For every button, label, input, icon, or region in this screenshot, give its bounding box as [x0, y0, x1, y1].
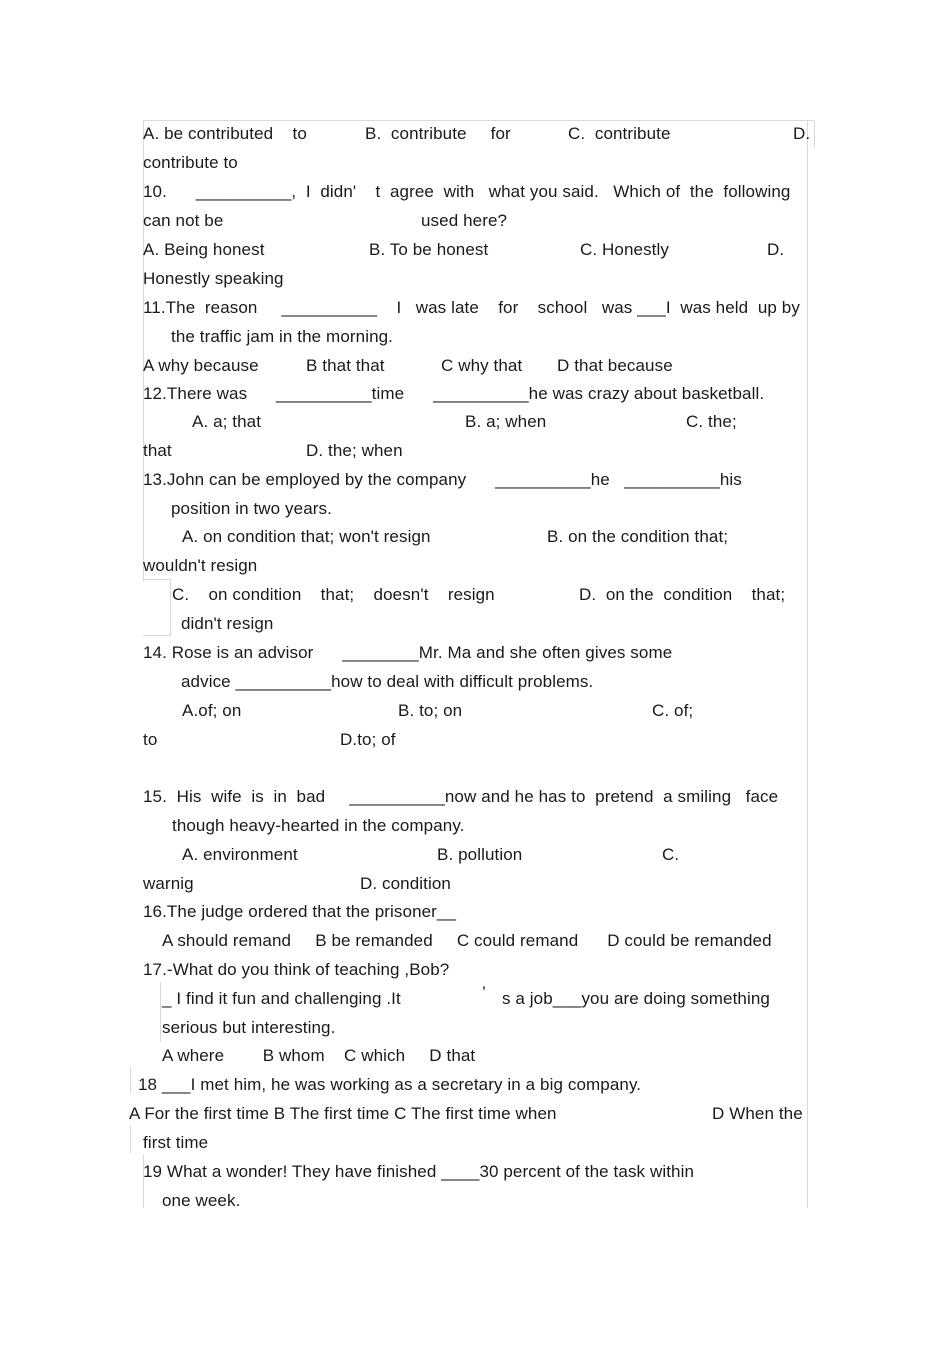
- q17-apostrophe: ’: [482, 983, 486, 1002]
- frame-top-line: [143, 120, 814, 121]
- q12-stem: 12.There was __________time __________he was crazy about basketball.: [143, 384, 765, 403]
- q11-option-b: B that that: [306, 356, 385, 375]
- q11-option-c: C why that: [441, 356, 523, 375]
- q13-option-c: C. on condition that; doesn't resign: [172, 585, 495, 604]
- q13-option-b-cont: wouldn't resign: [143, 556, 258, 575]
- q19-stem-line1: 19 What a wonder! They have finished ____30 percent of the task within: [143, 1162, 695, 1181]
- q17-options: A where B whom C which D that: [162, 1046, 476, 1065]
- frame-left-line-q17: [160, 982, 161, 1042]
- frame-box-q13: [143, 579, 171, 636]
- q10-stem-line2a: can not be: [143, 211, 224, 230]
- q11-option-d: D that because: [557, 356, 673, 375]
- q13-stem-line1: 13.John can be employed by the company __________he __________his: [143, 470, 742, 489]
- q12-option-d: D. the; when: [306, 441, 403, 460]
- q9-option-a: A. be contributed to: [143, 124, 307, 143]
- q17-reply-line1b: s a job___you are doing something: [502, 989, 770, 1008]
- q12-option-b: B. a; when: [465, 412, 547, 431]
- q10-option-a: A. Being honest: [143, 240, 265, 259]
- q11-option-a: A why because: [143, 356, 259, 375]
- q13-option-b: B. on the condition that;: [547, 527, 729, 546]
- q15-option-c-cont: warnig: [143, 874, 194, 893]
- frame-right-line: [807, 121, 808, 1208]
- q15-stem-line2: though heavy-hearted in the company.: [172, 816, 465, 835]
- q10-stem-line2b: used here?: [421, 211, 508, 230]
- q10-option-b: B. To be honest: [369, 240, 489, 259]
- q10-stem-line1: 10. __________, I didn' t agree with what you said. Which of the following: [143, 182, 791, 201]
- q15-option-c: C.: [662, 845, 680, 864]
- q13-option-a: A. on condition that; won't resign: [182, 527, 431, 546]
- q13-stem-line2: position in two years.: [171, 499, 332, 518]
- q12-option-c-cont: that: [143, 441, 172, 460]
- frame-left-line-q18b: [130, 1126, 131, 1153]
- q10-option-d-cont: Honestly speaking: [143, 269, 284, 288]
- frame-left-line-q18: [130, 1067, 131, 1094]
- q18-option-d-cont: first time: [143, 1133, 209, 1152]
- q15-stem-line1: 15. His wife is in bad __________now and he has to pretend a smiling face: [143, 787, 779, 806]
- q14-option-a: A.of; on: [182, 701, 242, 720]
- q18-options: A For the first time B The first time C The first time when: [129, 1104, 557, 1123]
- q11-stem-line1: 11.The reason __________ I was late for school was ___I was held up by: [143, 298, 800, 317]
- q12-option-c: C. the;: [686, 412, 737, 431]
- q9-option-b: B. contribute for: [365, 124, 511, 143]
- q10-option-d: D.: [767, 240, 785, 259]
- q17-reply-line2: serious but interesting.: [162, 1018, 336, 1037]
- q11-stem-line2: the traffic jam in the morning.: [171, 327, 393, 346]
- q14-stem-line2: advice __________how to deal with difficult problems.: [181, 672, 594, 691]
- q14-option-c: C. of;: [652, 701, 694, 720]
- q17-stem: 17.-What do you think of teaching ,Bob?: [143, 960, 450, 979]
- q19-stem-line2: one week.: [162, 1191, 241, 1210]
- q9-option-c: C. contribute: [568, 124, 671, 143]
- q15-option-b: B. pollution: [437, 845, 523, 864]
- q13-option-d: D. on the condition that;: [579, 585, 786, 604]
- q18-stem: 18 ___I met him, he was working as a secretary in a big company.: [138, 1075, 642, 1094]
- q15-option-a: A. environment: [182, 845, 298, 864]
- q17-reply-line1a: _ I find it fun and challenging .It: [162, 989, 401, 1008]
- q9-option-d-cont: contribute to: [143, 153, 238, 172]
- q14-stem-line1: 14. Rose is an advisor ________Mr. Ma and she often gives some: [143, 643, 673, 662]
- q12-option-a: A. a; that: [192, 412, 262, 431]
- q16-stem: 16.The judge ordered that the prisoner__: [143, 902, 457, 921]
- frame-right-line-2: [814, 121, 815, 148]
- q14-option-b: B. to; on: [398, 701, 463, 720]
- q13-option-d-cont: didn't resign: [181, 614, 274, 633]
- q18-option-d: D When the: [712, 1104, 803, 1123]
- q9-option-d: D.: [793, 124, 811, 143]
- q16-options: A should remand B be remanded C could remand D could be remanded: [162, 931, 772, 950]
- q14-option-c-cont: to: [143, 730, 158, 749]
- q10-option-c: C. Honestly: [580, 240, 669, 259]
- q15-option-d: D. condition: [360, 874, 451, 893]
- q14-option-d: D.to; of: [340, 730, 396, 749]
